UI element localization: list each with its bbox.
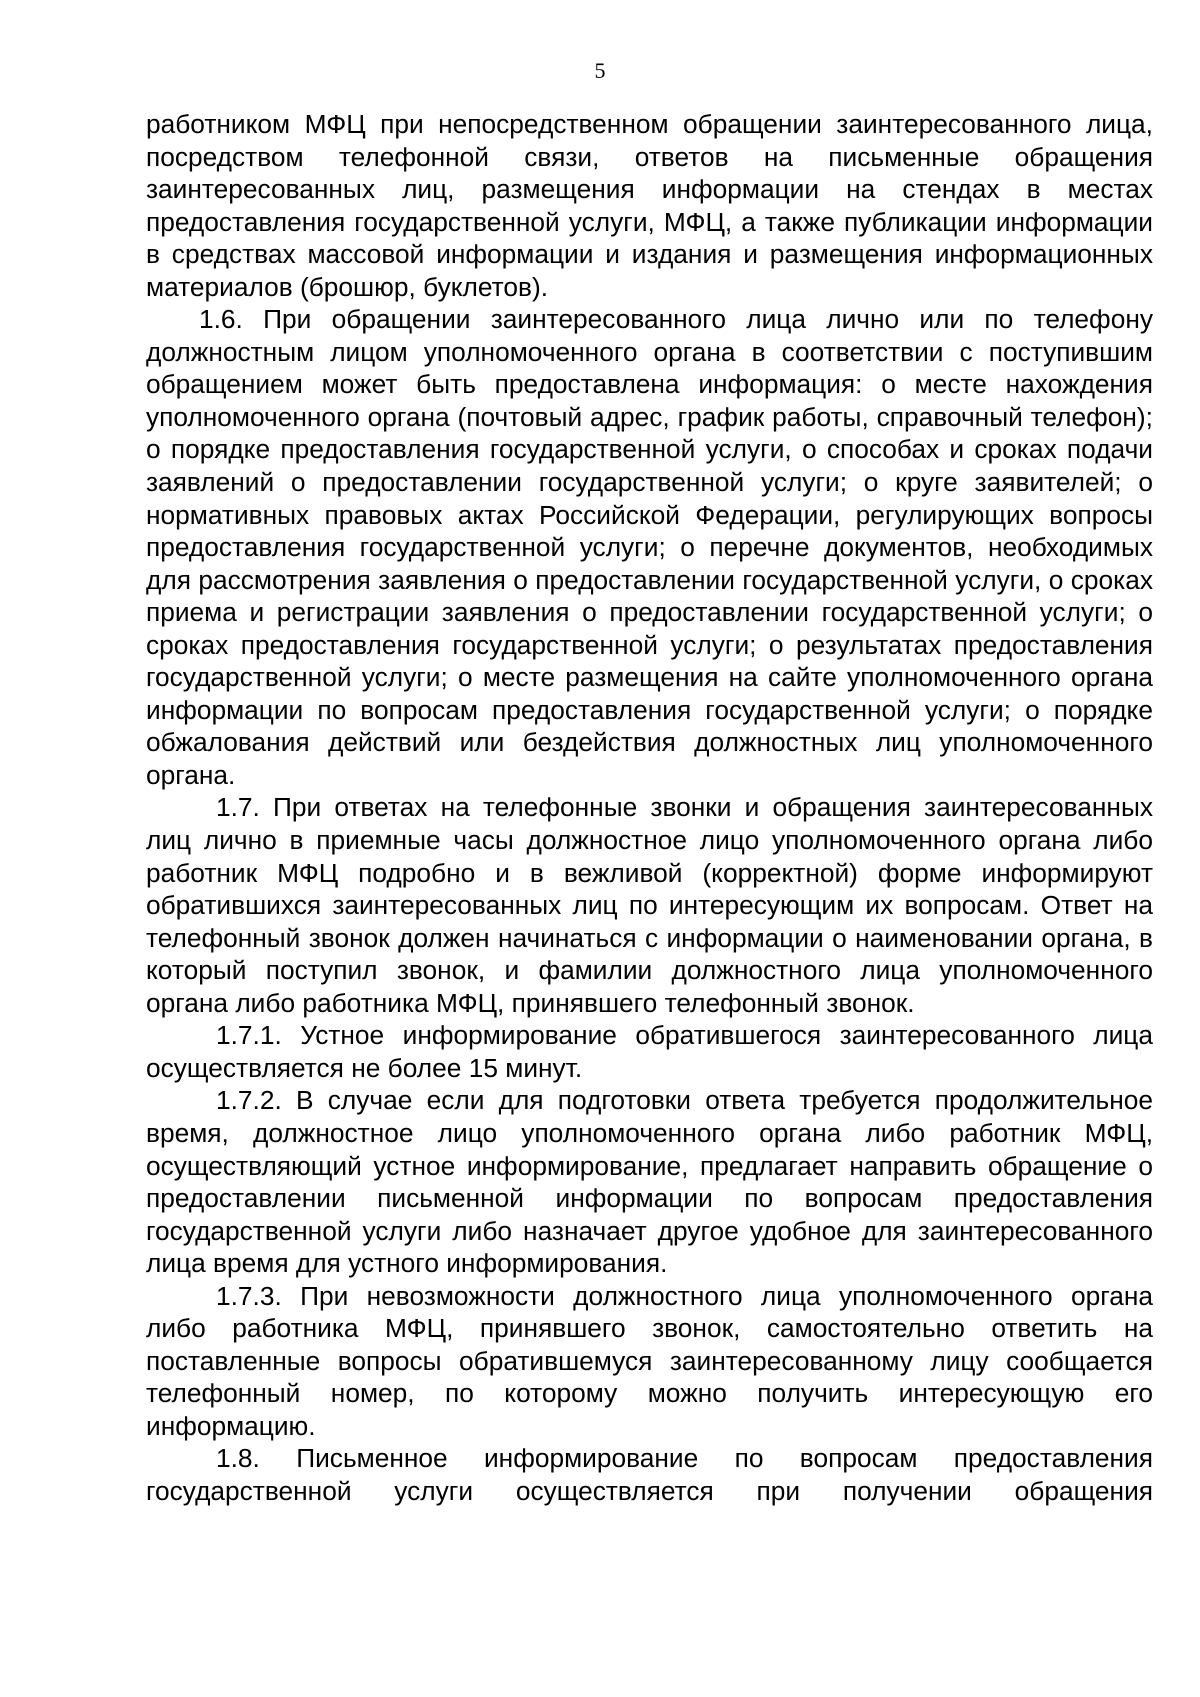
paragraph-1-6: 1.6. При обращении заинтересованного лица лично или по телефону должностным лицом уполномоченного органа в соответствии с поступившим обращением может быть предоставлена информация: о месте нахождения уполномоченного органа (почтовый адрес, график работы, справочный телефон); о порядке предоставления государственной услуги, о способах и сроках подачи заявлений о предоставлении государственной услуги; о круге заявителей; о нормативных правовых актах Российской Федерации, регулирующих вопросы предоставления государственной услуги; о перечне документов, необходимых для рассмотрения заявления о предоставлении государственной услуги, о сроках приема и регистрации заявления о предоставлении государственной услуги; о сроках предоставления государственной услуги; о результатах предоставления государственной услуги; о месте размещения на сайте уполномоченного органа информации по вопросам предоставления государственной услуги; о порядке обжалования действий или бездействия должностных лиц уполномоченного органа. xyxy=(146,304,1153,790)
paragraph-1-7: 1.7. При ответах на телефонные звонки и обращения заинтересованных лиц лично в приемные часы должностное лицо уполномоченного органа либо работник МФЦ подробно и в вежливой (корректной) форме информируют обратившихся заинтересованных лиц по интересующим их вопросам. Ответ на телефонный звонок должен начинаться с информации о наименовании органа, в который поступил звонок, и фамилии должностного лица уполномоченного органа либо работника МФЦ, принявшего телефонный звонок. xyxy=(146,792,1153,1018)
page-number: 5 xyxy=(594,58,606,83)
paragraph-1-7-1: 1.7.1. Устное информирование обратившегося заинтересованного лица осуществляется не более 15 минут. xyxy=(146,1020,1153,1083)
paragraph-1-8: 1.8. Письменное информирование по вопросам предоставления государственной услуги осуществляется при получении обращения xyxy=(146,1443,1153,1506)
paragraph-continuation: работником МФЦ при непосредственном обращении заинтересованного лица, посредством телефонной связи, ответов на письменные обращения заинтересованных лиц, размещения информации на стендах в местах предоставления государственной услуги, МФЦ, а также публикации информации в средствах массовой информации и издания и размещения информационных материалов (брошюр, буклетов). xyxy=(146,109,1153,302)
document-body xyxy=(146,108,1153,1507)
paragraph-1-7-2: 1.7.2. В случае если для подготовки ответа требуется продолжительное время, должностное лицо уполномоченного органа либо работник МФЦ, осуществляющий устное информирование, предлагает направить обращение о предоставлении письменной информации по вопросам предоставления государственной услуги либо назначает другое удобное для заинтересованного лица время для устного информирования. xyxy=(146,1085,1153,1279)
paragraph-1-7-3: 1.7.3. При невозможности должностного лица уполномоченного органа либо работника МФЦ, принявшего звонок, самостоятельно ответить на поставленные вопросы обратившемуся заинтересованному лицу сообщается телефонный номер, по которому можно получить интересующую его информацию. xyxy=(146,1280,1153,1441)
